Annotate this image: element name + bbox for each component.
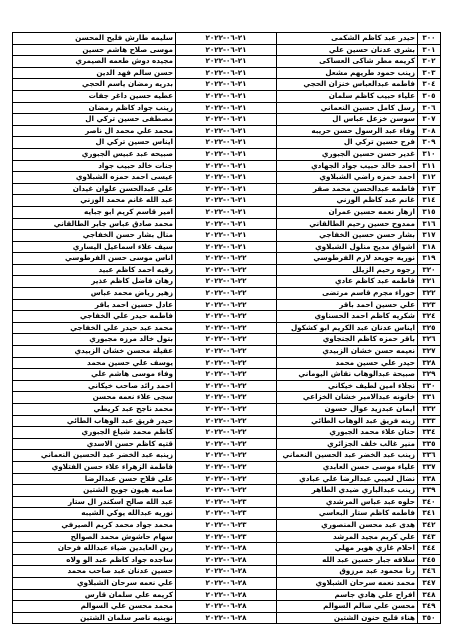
records-table-body [13,33,441,624]
record-code: ٢٨-٠٦-٢٠٢٢ [176,543,277,555]
second-name: صاميه هيون جويح الشتين [13,485,176,497]
row-number: ٣٢٣ [418,299,441,311]
row-number: ٣٢٧ [418,346,441,358]
person-name: رسل كامل حسين النعماني [277,102,418,114]
person-name: حيدر علي حسين محمد [277,357,418,369]
second-name: عبد الله غانم محمد الوزني [13,195,176,207]
table-row [13,276,441,288]
second-name: زينب جواد كاظم رمضان [13,102,176,114]
person-name: علياء حبيب كاظم سلمان [277,90,418,102]
second-name: سهام حاشوش محمد الصوالح [13,531,176,543]
row-number: ٣٣٨ [418,473,441,485]
person-name: خاتونه عبدالامير خشان الخزاعي [277,392,418,404]
record-code: ٢٢-٠٦-٢٠٢٢ [176,485,277,497]
row-number: ٣٠١ [418,44,441,56]
table-row [13,172,441,184]
record-code: ٢٢-٠٦-٢٠٢٢ [176,311,277,323]
person-name: وفاء عبد الرسول حسن حريبه [277,125,418,137]
record-code: ٢١-٠٦-٢٠٢٢ [176,79,277,91]
row-number: ٣٢٢ [418,288,441,300]
person-name: زينب حمود طريهم مشعل [277,67,418,79]
row-number: ٣٤٦ [418,566,441,578]
second-name: محمد جواد محمد كريم الصيرفي [13,519,176,531]
person-name: غدير حسن حسين الجبوري [277,148,418,160]
table-row [13,334,441,346]
person-name: فرح حسين تركي ال [277,137,418,149]
row-number: ٣٣٩ [418,485,441,497]
row-number: ٣٠٣ [418,67,441,79]
table-row [13,601,441,613]
row-number: ٣١١ [418,160,441,172]
row-number: ٣١٩ [418,253,441,265]
row-number: ٣٤٢ [418,519,441,531]
second-name: فاطمة الزهراء علاء حسن الفتلاوي [13,461,176,473]
table-row [13,519,441,531]
second-name: زهير رياض محمد عباس [13,288,176,300]
table-row [13,311,441,323]
person-name: شكريه كاظم احمد الحسناوي [277,311,418,323]
person-name: صبيحة عبدالوهاب نقاش اليوماني [277,369,418,381]
table-row [13,125,441,137]
second-name: علي عبدالحسن علوان غيدان [13,183,176,195]
table-row [13,473,441,485]
person-name: بشار حسن حسين الخفاجي [277,230,418,242]
person-name: نعيمه حسن خشان الزبيدي [277,346,418,358]
record-code: ٢١-٠٦-٢٠٢٢ [176,172,277,184]
person-name: فاطمه عبد كاظم عادي [277,276,418,288]
row-number: ٣٣٣ [418,415,441,427]
table-row [13,612,441,624]
table-row [13,543,441,555]
second-name: زينبه عبد الخضر عبد الحسين النعماني [13,450,176,462]
second-name: كاظم محمد شياع الجبوري [13,427,176,439]
second-name: موسى صلاح هاشم حسين [13,44,176,56]
record-code: ٢١-٠٦-٢٠٢٢ [176,195,277,207]
person-name: هناء قليح حنون الشتين [277,612,418,624]
table-row [13,357,441,369]
second-name: عيسى احمد حمزه الشبلاوي [13,172,176,184]
row-number: ٣٢١ [418,276,441,288]
second-name: مصطفى حسين تركي ال [13,114,176,126]
table-row [13,114,441,126]
person-name: حيدر عبد كاظم الشكمى [277,33,418,45]
record-code: ٢٨-٠٦-٢٠٢٢ [176,566,277,578]
second-name: بدريه رمضان ياسم الحجي [13,79,176,91]
second-name: حسن سالم فهد الدين [13,67,176,79]
table-row [13,531,441,543]
record-code: ٢٢-٠٦-٢٠٢٢ [176,369,277,381]
table-row [13,288,441,300]
row-number: ٣٢٤ [418,311,441,323]
second-name: محمد صادق عباس جابر الطالقاني [13,218,176,230]
table-row [13,230,441,242]
record-code: ٢٨-٠٦-٢٠٢٢ [176,577,277,589]
record-code: ٢٨-٠٦-٢٠٢٢ [176,601,277,613]
row-number: ٣٣١ [418,392,441,404]
second-name: محمد علي محمد ال ناصر [13,125,176,137]
table-row [13,33,441,45]
row-number: ٣٠٨ [418,125,441,137]
record-code: ٢١-٠٦-٢٠٢٢ [176,90,277,102]
row-number: ٣٢٠ [418,264,441,276]
table-row [13,264,441,276]
person-name: زينب عبد الخضر عبد الحسين النعماني [277,450,418,462]
person-name: حلوه عبد عباس المرشدي [277,496,418,508]
person-name: ازهار نعمه حسين عمران [277,206,418,218]
second-name: منال بشار حسن الخفاجي [13,230,176,242]
row-number: ٣٣٤ [418,427,441,439]
person-name: احمد خالد حبيب جواد الجهادي [277,160,418,172]
table-row [13,369,441,381]
record-code: ٢٢-٠٦-٢٠٢٢ [176,276,277,288]
row-number: ٣٢٨ [418,357,441,369]
table-row [13,577,441,589]
person-name: محسن علي سالم السوالم [277,601,418,613]
person-name: غانم عبد كاظم الوزني [277,195,418,207]
record-code: ٢٨-٠٦-٢٠٢٢ [176,554,277,566]
row-number: ٣١٣ [418,183,441,195]
table-row [13,206,441,218]
second-name: حيدر فريق عبد الوهاب الطائي [13,415,176,427]
record-code: ٢٢-٠٦-٢٠٢٢ [176,253,277,265]
table-row [13,56,441,68]
person-name: سوسن خزعل عباس ال [277,114,418,126]
record-code: ٢١-٠٦-٢٠٢٢ [176,33,277,45]
second-name: مجيده دوش طعمه الصيمري [13,56,176,68]
row-number: ٣٢٥ [418,322,441,334]
table-row [13,415,441,427]
row-number: ٣١٢ [418,172,441,184]
records-sheet [12,32,440,624]
second-name: محمد محسن علي السوالم [13,601,176,613]
second-name: يوسف علي حسين محمد [13,357,176,369]
person-name: فاطمه عبدالحسن محمد صقر [277,183,418,195]
record-code: ٢١-٠٦-٢٠٢٢ [176,125,277,137]
table-row [13,67,441,79]
person-name: رجوه رحيم الزيلل [277,264,418,276]
second-name: زين العابدين ضياء عبدالله فرحان [13,543,176,555]
record-code: ٢٣-٠٦-٢٠٢٢ [176,531,277,543]
row-number: ٣١٦ [418,218,441,230]
table-row [13,404,441,416]
row-number: ٣٠٩ [418,137,441,149]
table-row [13,485,441,497]
record-code: ٢٢-٠٦-٢٠٢٢ [176,415,277,427]
table-row [13,299,441,311]
record-code: ٢٢-٠٦-٢٠٢٢ [176,427,277,439]
table-row [13,148,441,160]
person-name: نجلاء امين لطيف خيكاني [277,380,418,392]
row-number: ٣١٥ [418,206,441,218]
record-code: ٢١-٠٦-٢٠٢٢ [176,44,277,56]
record-code: ٢١-٠٦-٢٠٢٢ [176,183,277,195]
person-name: حوراء مجرم قاسم مرتضى [277,288,418,300]
table-row [13,508,441,520]
second-name: سليمه طارش فليح المحسن [13,33,176,45]
second-name: علي فلاح حسن عبدالرضا [13,473,176,485]
second-name: رهان فاضل كاظم عذير [13,276,176,288]
record-code: ٢١-٠٦-٢٠٢٢ [176,114,277,126]
record-code: ٢٢-٠٦-٢٠٢٢ [176,357,277,369]
table-row [13,392,441,404]
record-code: ٢٨-٠٦-٢٠٢٢ [176,589,277,601]
second-name: نوينيه ناصر سلمان الشتين [13,612,176,624]
record-code: ٢١-٠٦-٢٠٢٢ [176,218,277,230]
second-name: كريمه علي سلمان قارس [13,589,176,601]
row-number: ٣٣٢ [418,404,441,416]
row-number: ٣٥٠ [418,612,441,624]
row-number: ٣٢٩ [418,369,441,381]
second-name: فاطمه حيدر علي الخفاجي [13,311,176,323]
second-name: سيف علاء اسماعيل اليساري [13,241,176,253]
row-number: ٣٤٧ [418,577,441,589]
table-row [13,496,441,508]
second-name: عقيلة محسن خشان الزبيدي [13,346,176,358]
table-row [13,461,441,473]
record-code: ٢١-٠٦-٢٠٢٢ [176,102,277,114]
second-name: ساجده جواد كاظم عبد الو ولاه [13,554,176,566]
record-code: ٢١-٠٦-٢٠٢٢ [176,241,277,253]
person-name: فاطمه عبدالعباس خنزان الحجي [277,79,418,91]
record-code: ٢٢-٠٦-٢٠٢٢ [176,288,277,300]
row-number: ٣٤٥ [418,554,441,566]
record-code: ٢٢-٠٦-٢٠٢٢ [176,473,277,485]
second-name: ايناس حسين تركي ال [13,137,176,149]
row-number: ٣٠٤ [418,79,441,91]
record-code: ٢١-٠٦-٢٠٢٢ [176,230,277,242]
person-name: علياء موسى حسن العابدي [277,461,418,473]
table-row [13,554,441,566]
second-name: اناس موسى حسن الفرطوسي [13,253,176,265]
record-code: ٢٢-٠٦-٢٠٢٢ [176,392,277,404]
table-row [13,160,441,172]
table-row [13,253,441,265]
table-row [13,44,441,56]
person-name: فاطمه كاظم ستار البعاسي [277,508,418,520]
person-name: زينه فريق عبد الوهاب الطائي [277,415,418,427]
table-row [13,427,441,439]
table-row [13,566,441,578]
person-name: علي كريم مجيد المرشد [277,531,418,543]
second-name: عبد الله صالح اسكندر ال ستار [13,496,176,508]
row-number: ٣٠٥ [418,90,441,102]
person-name: ايناس عدنان عبد الكريم ابو كشكول [277,322,418,334]
record-code: ٢١-٠٦-٢٠٢٢ [176,206,277,218]
row-number: ٣٤٣ [418,531,441,543]
second-name: عطيه حسين داغر جفات [13,90,176,102]
person-name: بشرى عدنان حسين علي [277,44,418,56]
person-name: احلام غازي هوير مهلي [277,543,418,555]
record-code: ٢٨-٠٦-٢٠٢٢ [176,612,277,624]
table-row [13,589,441,601]
record-code: ٢٢-٠٦-٢٠٢٢ [176,450,277,462]
table-row [13,241,441,253]
row-number: ٣٤٩ [418,601,441,613]
table-row [13,322,441,334]
record-code: ٢٢-٠٦-٢٠٢٢ [176,404,277,416]
row-number: ٣٣٦ [418,450,441,462]
person-name: احمد حمزه راضي الشبلاوي [277,172,418,184]
second-name: صبيحه عبد عبيس الجبوري [13,148,176,160]
table-row [13,380,441,392]
row-number: ٣١٧ [418,230,441,242]
row-number: ٣١٠ [418,148,441,160]
record-code: ٢٢-٠٦-٢٠٢٢ [176,438,277,450]
person-name: رنا محمود عبد مرزوق [277,566,418,578]
table-row [13,450,441,462]
record-code: ٢١-٠٦-٢٠٢٢ [176,67,277,79]
row-number: ٣٣٥ [418,438,441,450]
record-code: ٢١-٠٦-٢٠٢٢ [176,148,277,160]
row-number: ٣٤٨ [418,589,441,601]
person-name: علي حسين احمد باقر [277,299,418,311]
record-code: ٢٢-٠٦-٢٠٢٢ [176,299,277,311]
row-number: ٣٣٧ [418,461,441,473]
records-table [12,32,441,624]
second-name: سجى علاء نعمه محسن [13,392,176,404]
person-name: كريمه مطر شاكى العساكى [277,56,418,68]
row-number: ٣٠٧ [418,114,441,126]
person-name: باقر حمزه كاظم الجنجاوي [277,334,418,346]
row-number: ٣١٤ [418,195,441,207]
record-code: ٢٢-٠٦-٢٠٢٢ [176,334,277,346]
row-number: ٣٤١ [418,508,441,520]
person-name: اشواق مديح منلول الشبلاوي [277,241,418,253]
person-name: ايمان عبدزيد عوال حسون [277,404,418,416]
person-name: زينب عبدالباري ضيدي الطاهر [277,485,418,497]
record-code: ٢٢-٠٦-٢٠٢٢ [176,461,277,473]
row-number: ٣٠٠ [418,33,441,45]
table-row [13,346,441,358]
second-name: نوريه عبدالله يوكي الشيبه [13,508,176,520]
second-name: رقيه احمد كاظم عبيد [13,264,176,276]
person-name: نضال لعيبي عبدالرضا علي عبادي [277,473,418,485]
row-number: ٣٢٦ [418,334,441,346]
second-name: عادل حسين احمد باقر [13,299,176,311]
person-name: نوريه جويعد لازم الفرطوسي [277,253,418,265]
second-name: جنات خالد حبيب جواد [13,160,176,172]
row-number: ٣٣٠ [418,380,441,392]
row-number: ٣٤٠ [418,496,441,508]
person-name: افراح علي هادي جاسم [277,589,418,601]
person-name: ممدوح حسين رحيم الطالقاني [277,218,418,230]
record-code: ٢٢-٠٦-٢٠٢٢ [176,322,277,334]
person-name: هدى عبد محسن المنصوري [277,519,418,531]
person-name: حنان علاء محمد الجبوري [277,427,418,439]
table-row [13,218,441,230]
record-code: ٢٢-٠٦-٢٠٢٢ [176,264,277,276]
record-code: ٢٢-٠٦-٢٠٢٢ [176,380,277,392]
second-name: محمد ناجح عبد كريطي [13,404,176,416]
record-code: ٢١-٠٦-٢٠٢٢ [176,56,277,68]
table-row [13,183,441,195]
record-code: ٢١-٠٦-٢٠٢٢ [176,137,277,149]
second-name: علي نعمه سرحان الشبلاوي [13,577,176,589]
table-row [13,90,441,102]
table-row [13,79,441,91]
table-row [13,195,441,207]
record-code: ٢٣-٠٦-٢٠٢٢ [176,496,277,508]
record-code: ٢٣-٠٦-٢٠٢٢ [176,508,277,520]
person-name: محمد نعمه سرحان الشبلاوي [277,577,418,589]
row-number: ٣٠٦ [418,102,441,114]
second-name: بتول خالد مرزه مجبوري [13,334,176,346]
second-name: محمد عبد حيدر علي الخفاجي [13,322,176,334]
table-row [13,102,441,114]
second-name: امير قاسم كريم ابو جبايه [13,206,176,218]
record-code: ٢٢-٠٦-٢٠٢٢ [176,346,277,358]
row-number: ٣١٨ [418,241,441,253]
record-code: ٢١-٠٦-٢٠٢٢ [176,160,277,172]
table-row [13,438,441,450]
second-name: احمد رائد صاحب خيكاني [13,380,176,392]
second-name: وفاء موسى هاشم علي [13,369,176,381]
second-name: قتيه كاظم حسن الاسدي [13,438,176,450]
second-name: حسين عدنان عبد صاحب محمد [13,566,176,578]
row-number: ٣٤٤ [418,543,441,555]
record-code: ٢٣-٠٦-٢٠٢٢ [176,519,277,531]
person-name: سلافه جبار حسين عبد الله [277,554,418,566]
person-name: منير غالب خلف الجزائري [277,438,418,450]
table-row [13,137,441,149]
row-number: ٣٠٢ [418,56,441,68]
